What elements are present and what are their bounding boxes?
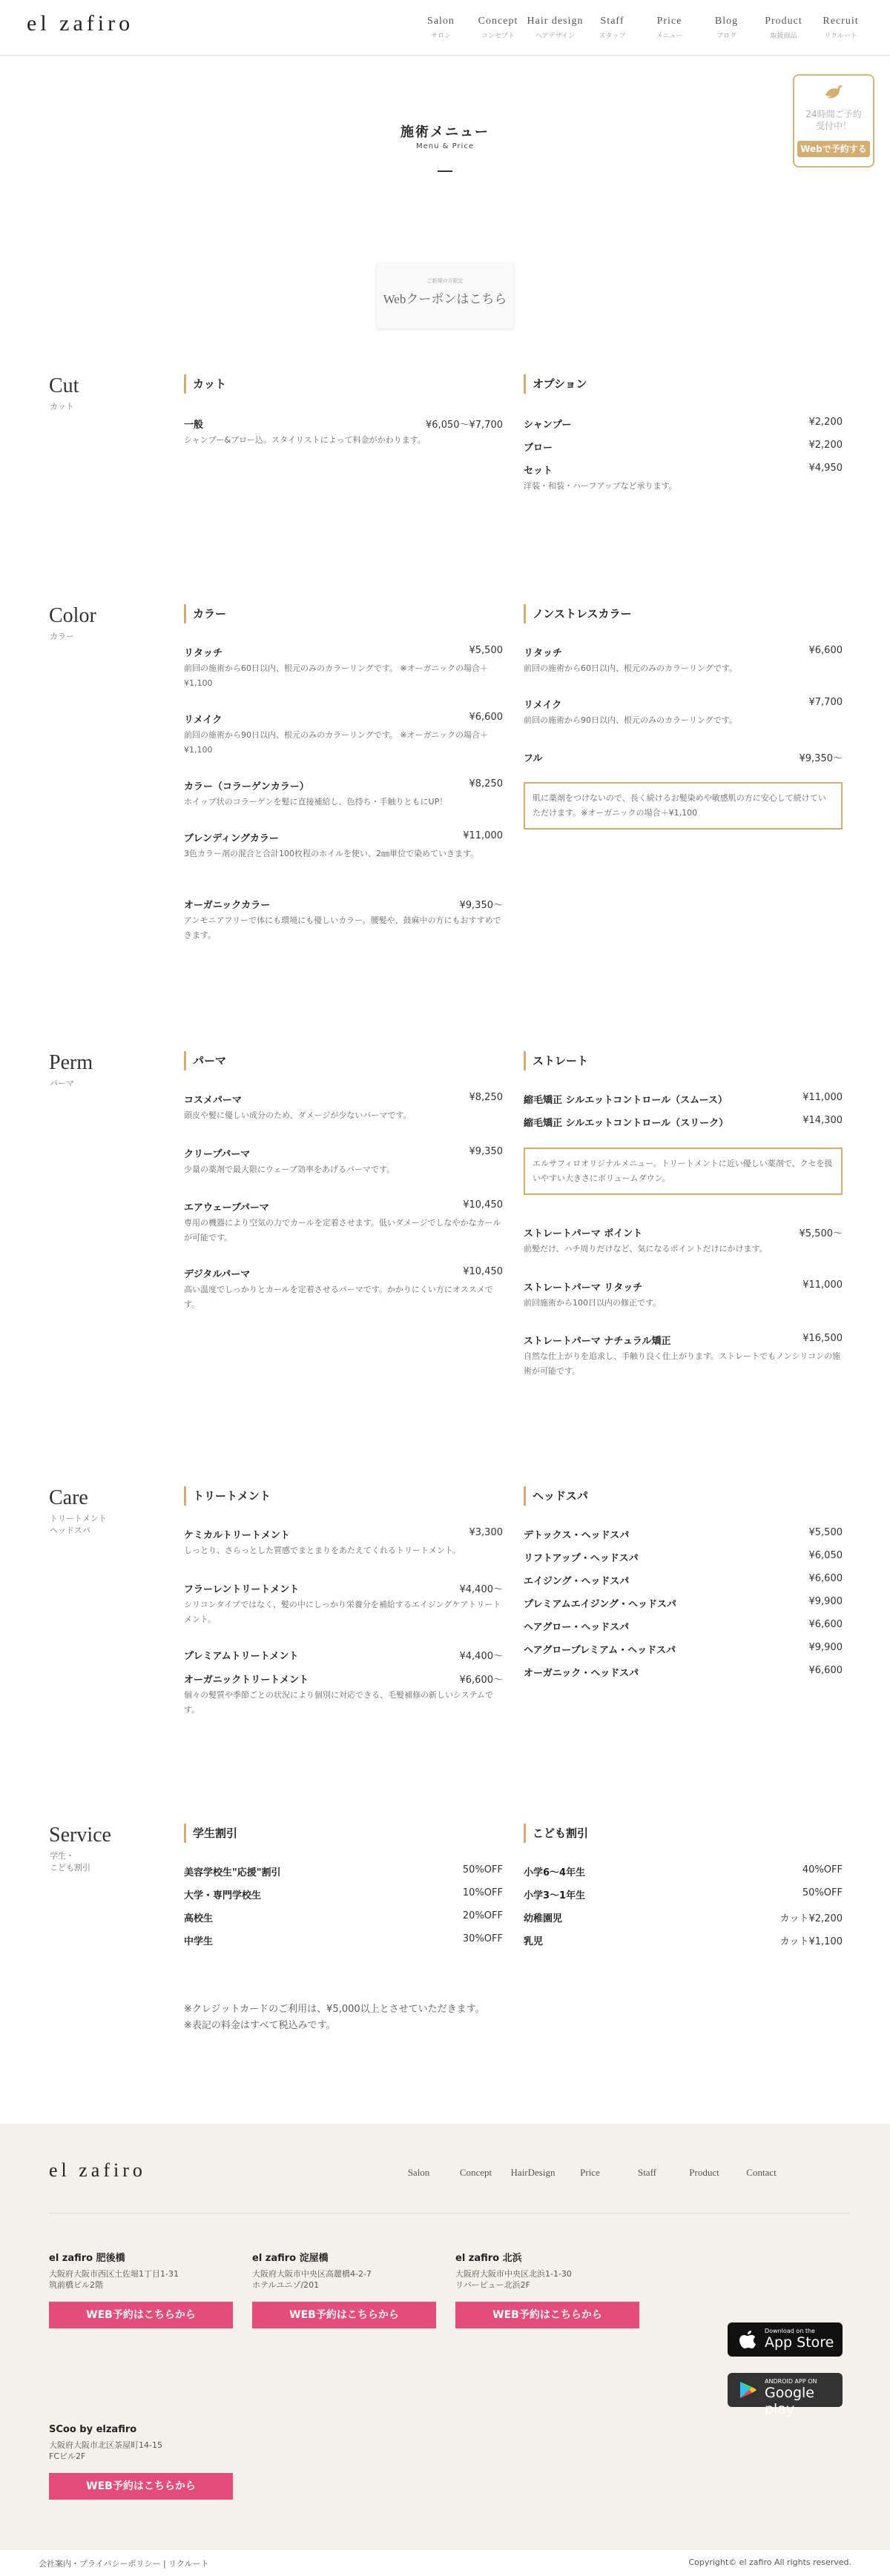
menu-item-name: ケミカルトリートメント xyxy=(184,1530,290,1541)
nav-staff[interactable] xyxy=(584,16,641,40)
menu-item-price: ¥4,950 xyxy=(808,463,843,474)
menu-item-name: ブロー xyxy=(524,443,553,454)
menu-item-name: 縮毛矯正 シルエットコントロール（スムース） xyxy=(524,1095,728,1106)
appstore-big-text: App Store xyxy=(765,2334,834,2351)
child-discount-column xyxy=(524,1824,843,1947)
menu-item-name: ヘアグロー・ヘッドスパ xyxy=(524,1622,630,1633)
menu-item-desc: 前回の施術から90日以内、根元のみのカラーリングです。 xyxy=(524,715,737,725)
menu-item-desc: 頭皮や髪に優しい成分のため、ダメージが少ないパーマです。 xyxy=(184,1110,412,1120)
menu-item-price: ¥4,400〜 xyxy=(459,1584,503,1595)
menu-item-name: セット xyxy=(524,466,553,477)
section-title-ja: カット xyxy=(50,402,74,411)
menu-item-name: エアウェーブパーマ xyxy=(184,1202,269,1213)
googleplay-big-text: Google play xyxy=(765,2385,815,2417)
nav-label-ja: リクルート xyxy=(824,33,857,40)
nav-recruit[interactable] xyxy=(812,16,869,40)
option-column xyxy=(524,374,843,491)
menu-item-name: ブレンディングカラー xyxy=(184,833,279,844)
footer-nav-staff[interactable]: Staff xyxy=(637,2167,657,2178)
footer-nav-contact[interactable]: Contact xyxy=(746,2167,777,2178)
nav-label-en: Staff xyxy=(600,16,624,27)
menu-item-name: 大学・専門学校生 xyxy=(184,1890,262,1901)
nav-label-en: Hair design xyxy=(527,16,584,27)
menu-item-price: ¥10,450 xyxy=(463,1199,503,1211)
shop-higobashi xyxy=(49,2250,234,2328)
bird-icon xyxy=(794,82,873,102)
coupon-label: Webクーポンはこちら xyxy=(383,292,507,306)
menu-item-name: リメイク xyxy=(524,700,562,711)
web-coupon-banner[interactable] xyxy=(377,263,513,328)
nav-label-en: Recruit xyxy=(823,16,859,27)
nav-salon[interactable] xyxy=(412,16,469,40)
menu-item-desc: 自然な仕上がりを追求し、手触り良く仕上がります。ストレートでもノンシリコンの施術が可能です。 xyxy=(524,1351,841,1376)
google-play-button[interactable] xyxy=(728,2373,843,2417)
menu-item-name: エイジング・ヘッドスパ xyxy=(524,1576,630,1587)
shop-kitahama xyxy=(455,2250,641,2328)
shop-address: 大阪府大阪市北区茶屋町14-15 FCビル2F xyxy=(49,2440,162,2461)
nav-hair-design[interactable] xyxy=(527,16,584,40)
menu-item-name: 乳児 xyxy=(524,1936,544,1947)
menu-item-name: リタッチ xyxy=(184,648,223,659)
menu-item-name: シャンプー xyxy=(524,420,572,431)
menu-item-price: カット¥1,100 xyxy=(779,1936,843,1947)
shop-address: 大阪府大阪市中央区高麗橋4-2-7 ホテルユニゾ/201 xyxy=(252,2269,372,2290)
nonstress-note-box: 肌に薬剤をつけないので、長く続けるお髪染めや敏感肌の方に安心して続けていただけます。※オーガニックの場合＋¥1,100 xyxy=(524,782,843,830)
googleplay-small-text: ANDROID APP ON xyxy=(765,2378,817,2385)
nav-label-ja: コンセプト xyxy=(481,33,515,40)
section-title-ja: カラー xyxy=(50,632,74,641)
menu-item-name: リタッチ xyxy=(524,648,563,659)
column-heading: ヘッドスパ xyxy=(524,1486,843,1506)
bottom-bar xyxy=(0,2550,890,2576)
menu-item-name: デトックス・ヘッドスパ xyxy=(524,1530,630,1541)
menu-item-price: ¥11,000 xyxy=(802,1279,843,1291)
menu-item-desc: しっとり、さらっとした質感でまとまりをあたえてくれるトリートメント。 xyxy=(184,1546,461,1555)
color-column xyxy=(184,604,503,940)
menu-item-desc: 前回の施術から60日以内、根元のみのカラーリングです。 ※オーガニックの場合＋¥1,100 xyxy=(184,663,488,688)
menu-item-price: 50%OFF xyxy=(802,1887,843,1898)
menu-item-price: ¥14,300 xyxy=(802,1115,843,1126)
nav-label-ja: 取扱商品 xyxy=(770,33,797,40)
nonstress-color-column xyxy=(524,604,843,818)
column-heading: パーマ xyxy=(184,1051,503,1070)
menu-item-name: プレミアムトリートメント xyxy=(184,1651,299,1662)
menu-item-price: 50%OFF xyxy=(462,1864,503,1875)
menu-item-desc: シャンプー&ブロー込。スタイリストによって料金がかわります。 xyxy=(184,435,426,445)
menu-item-price: ¥6,050 xyxy=(808,1550,843,1561)
menu-item-name: ヘアグロープレミアム・ヘッドスパ xyxy=(524,1645,676,1656)
nav-blog[interactable] xyxy=(698,16,755,40)
menu-item-desc: 個々の髪質や季節ごとの状況により個別に対応できる、毛髪補修の新しいシステムです。 xyxy=(184,1690,493,1715)
menu-item-name: オーガニックトリートメント xyxy=(184,1675,309,1686)
shop-reserve-button[interactable]: WEB予約はこちらから xyxy=(455,2302,639,2328)
shop-yodoyabashi xyxy=(252,2250,438,2328)
menu-item-desc: 前回の施術から90日以内、根元のみのカラーリングです。 ※オーガニックの場合＋¥1,100 xyxy=(184,730,488,755)
page-title: 施術メニュー xyxy=(400,125,490,140)
menu-item-price: ¥9,350 xyxy=(469,1146,503,1157)
nav-label-ja: メニュー xyxy=(656,33,683,40)
section-title-en: Cut xyxy=(49,374,79,397)
reserve-line1: 24時間ご予約 xyxy=(805,109,862,119)
column-heading: オプション xyxy=(524,374,843,394)
menu-item-desc: アンモニアフリーで体にも環境にも優しいカラー。腰髪や、鼓麻中の方にもおすすめできます。 xyxy=(184,915,501,940)
section-title-ja: トリートメント ヘッドスパ xyxy=(50,1514,107,1535)
menu-item-price: ¥2,200 xyxy=(808,440,843,451)
nav-label-ja: ヘアデザイン xyxy=(535,33,576,40)
menu-item-name: 縮毛矯正 シルエットコントロール（スリーク） xyxy=(524,1118,729,1129)
menu-item-name: デジタルパーマ xyxy=(184,1269,251,1280)
shop-name: SCoo by elzafiro xyxy=(49,2424,137,2435)
menu-item-price: ¥6,600 xyxy=(808,1619,843,1630)
column-heading: ノンストレスカラー xyxy=(524,604,843,623)
headspa-column xyxy=(524,1486,843,1679)
column-heading: トリートメント xyxy=(184,1486,503,1506)
menu-item-name: コスメパーマ xyxy=(184,1095,242,1106)
menu-item-name: 美容学校生"応援"割引 xyxy=(184,1867,281,1878)
web-reserve-label: Webで予約する xyxy=(797,141,870,157)
menu-item-price: ¥6,600 xyxy=(808,1573,843,1584)
menu-item-price: 20%OFF xyxy=(462,1910,503,1921)
menu-item-price: ¥8,250 xyxy=(469,778,503,789)
shop-name: el zafiro 北浜 xyxy=(455,2253,522,2264)
menu-item-name: 高校生 xyxy=(184,1913,214,1924)
menu-item-desc: 洋装・和装・ハーフアップなど承ります。 xyxy=(524,481,677,491)
coupon-small-text: ご新規の方限定 xyxy=(426,278,464,284)
footer-nav-price[interactable]: Price xyxy=(580,2167,600,2178)
column-heading: カット xyxy=(184,374,503,394)
copyright: Copyright© el zafiro All rights reserved. xyxy=(688,2557,851,2567)
menu-item-desc: シリコンタイプではなく、髪の中にしっかり栄養分を補給するエイジングケアトリートメント。 xyxy=(184,1600,501,1624)
column-heading: こども割引 xyxy=(524,1824,843,1843)
footer-nav-concept[interactable]: Concept xyxy=(459,2167,492,2178)
section-title-ja: パーマ xyxy=(50,1079,74,1088)
menu-item-name: ストレートパーマ ナチュラル矯正 xyxy=(524,1336,671,1347)
nav-label-en: Price xyxy=(656,16,682,27)
menu-item-price: ¥6,600〜 xyxy=(459,1675,503,1686)
menu-item-price: ¥5,500 xyxy=(808,1527,843,1538)
nav-label-en: Salon xyxy=(427,16,455,27)
menu-item-desc: 専用の機器により空気の力でカールを定着させます。低いダメージでしなやかなカールが可能です。 xyxy=(184,1218,501,1242)
menu-item-price: ¥9,350〜 xyxy=(799,753,843,764)
menu-item-price: ¥11,000 xyxy=(463,830,503,841)
nav-label-ja: スタッフ xyxy=(599,33,626,40)
section-title-en: Color xyxy=(49,604,96,627)
shop-address: 大阪府大阪市中央区北浜1-1-30 リバーピュー北浜2F xyxy=(455,2269,572,2290)
nav-price[interactable] xyxy=(641,16,698,40)
menu-item-price: ¥11,000 xyxy=(802,1092,843,1103)
menu-item-name: オーガニックカラー xyxy=(184,900,271,911)
menu-item-name: 幼稚園児 xyxy=(524,1913,563,1924)
reserve-line2: 受付中！ xyxy=(815,121,851,131)
shop-reserve-button[interactable]: WEB予約はこちらから xyxy=(49,2473,233,2500)
menu-item-price: 10%OFF xyxy=(462,1887,503,1898)
menu-item-price: ¥6,600 xyxy=(808,645,843,656)
menu-item-name: ストレートパーマ ポイント xyxy=(524,1228,643,1239)
perm-column xyxy=(184,1051,503,1309)
menu-item-name: 一般 xyxy=(184,420,204,431)
site-footer xyxy=(0,2124,890,2576)
site-header xyxy=(0,0,890,56)
menu-item-name: フラーレントリートメント xyxy=(184,1584,300,1595)
menu-item-price: ¥5,500 xyxy=(469,645,503,656)
menu-item-desc: 少量の薬剤で最大限にウェーブ効率をあげるパーマです。 xyxy=(184,1165,395,1174)
menu-item-price: 30%OFF xyxy=(462,1933,503,1944)
column-heading: カラー xyxy=(184,604,503,623)
main-nav xyxy=(412,16,869,40)
section-title-en: Perm xyxy=(49,1051,93,1074)
shop-reserve-button[interactable]: WEB予約はこちらから xyxy=(252,2302,436,2328)
footer-nav xyxy=(390,2167,790,2179)
menu-item-name: プレミアムエイジング・ヘッドスパ xyxy=(524,1599,676,1610)
shop-address: 大阪府大阪市西区土佐堀1丁目1-31 筑前橋ビル2階 xyxy=(49,2269,179,2290)
section-title-en: Care xyxy=(49,1486,88,1509)
column-heading: 学生割引 xyxy=(184,1824,503,1843)
menu-item-desc: 前髪だけ、ハチ周りだけなど、気になるポイントだけにかけます。 xyxy=(524,1244,768,1254)
appstore-small-text: Download on the xyxy=(765,2328,815,2334)
section-title-ja: 学生・ こども割引 xyxy=(50,1851,90,1873)
footer-logo[interactable]: el zafiro xyxy=(49,2159,146,2181)
menu-item-price: ¥5,500〜 xyxy=(799,1228,843,1239)
shop-name: el zafiro 淀屋橋 xyxy=(252,2253,329,2264)
menu-item-price: ¥8,250 xyxy=(469,1092,503,1103)
menu-item-price: ¥2,200 xyxy=(808,417,843,428)
footer-nav-salon[interactable]: Salon xyxy=(407,2167,430,2178)
menu-item-desc: 前回施術から100日以内の修正です。 xyxy=(524,1298,662,1308)
menu-item-price: ¥6,600 xyxy=(808,1665,843,1676)
nav-label-ja: サロン xyxy=(430,33,451,40)
menu-item-name: オーガニック・ヘッドスパ xyxy=(524,1668,639,1679)
apple-icon xyxy=(738,2329,757,2353)
menu-item-desc: 前回の施術から60日以内、根元のみのカラーリングです。 xyxy=(524,663,737,673)
menu-item-name: リフトアップ・ヘッドスパ xyxy=(524,1553,639,1564)
menu-item-desc: ホイップ状のコラーゲンを髪に直接補給し、色持ち・手触りともにUP！ xyxy=(184,797,448,807)
shop-scoo xyxy=(49,2424,234,2500)
straight-column xyxy=(524,1051,843,1376)
floating-reserve-button[interactable] xyxy=(793,74,874,168)
page-subtitle: Menu & Price xyxy=(415,142,474,150)
menu-item-price: ¥6,050〜¥7,700 xyxy=(426,420,503,431)
menu-item-price: ¥4,400〜 xyxy=(459,1651,503,1662)
menu-item-name: カラー（コラーゲンカラー） xyxy=(184,781,309,792)
menu-item-name: 小学6〜4年生 xyxy=(524,1867,586,1878)
bottom-links[interactable]: 会社案内・プライバシーポリシー | リクルート xyxy=(39,2559,209,2569)
menu-item-name: リメイク xyxy=(184,715,222,726)
menu-item-name: 中学生 xyxy=(184,1936,214,1947)
menu-item-price: ¥10,450 xyxy=(463,1266,503,1277)
student-discount-column xyxy=(184,1824,503,1947)
menu-item-price: ¥3,300 xyxy=(469,1527,503,1538)
price-footnotes xyxy=(184,2001,485,2034)
menu-item-price: ¥7,700 xyxy=(808,697,843,708)
nav-concept[interactable] xyxy=(469,16,527,40)
site-logo[interactable]: el zafiro xyxy=(27,11,134,36)
menu-item-price: ¥9,900 xyxy=(808,1642,843,1653)
section-title-en: Service xyxy=(49,1824,111,1847)
menu-item-name: 小学3〜1年生 xyxy=(524,1890,586,1901)
footer-nav-hairdesign[interactable]: HairDesign xyxy=(510,2167,556,2178)
menu-item-price: 40%OFF xyxy=(802,1864,843,1875)
menu-item-price: ¥9,900 xyxy=(808,1596,843,1607)
cut-column xyxy=(184,374,503,445)
menu-item-name: ストレートパーマ リタッチ xyxy=(524,1282,643,1294)
app-store-button[interactable] xyxy=(728,2322,843,2357)
menu-item-price: ¥16,500 xyxy=(802,1333,843,1344)
menu-item-name: フル xyxy=(524,753,543,764)
treatment-column xyxy=(184,1486,503,1715)
nav-label-en: Product xyxy=(765,16,802,27)
footnote-line: ※クレジットカードのご利用は、¥5,000以上とさせていただきます。 xyxy=(184,2004,485,2015)
menu-item-desc: 高い温度でしっかりとカールを定着させるパーマです。かかりにくい方にオススメです。 xyxy=(184,1285,493,1309)
footer-nav-product[interactable]: Product xyxy=(689,2167,719,2178)
shop-name: el zafiro 肥後橋 xyxy=(49,2253,125,2264)
footnote-line: ※表記の料金はすべて税込みです。 xyxy=(184,2020,336,2031)
menu-item-desc: 3色カラー剤の混合と合計100枚程のホイルを使い、2㎜単位で染めていきます。 xyxy=(184,849,479,858)
menu-item-name: クリープパーマ xyxy=(184,1149,251,1160)
menu-item-price: ¥6,600 xyxy=(469,712,503,723)
straight-note-box: エルサフィロオリジナルメニュー。トリートメントに近い優しい薬剤で、クセを扱いやすい大きさにボリュームダウン。 xyxy=(524,1148,843,1195)
title-divider xyxy=(438,170,452,172)
shop-reserve-button[interactable]: WEB予約はこちらから xyxy=(49,2302,233,2328)
google-play-icon xyxy=(738,2380,757,2403)
nav-label-en: Blog xyxy=(714,16,739,27)
menu-item-price: カット¥2,200 xyxy=(779,1913,843,1924)
column-heading: ストレート xyxy=(524,1051,843,1070)
nav-label-ja: ブログ xyxy=(716,33,736,40)
nav-product[interactable] xyxy=(755,16,812,40)
nav-label-en: Concept xyxy=(478,16,518,27)
menu-item-price: ¥9,350〜 xyxy=(459,900,503,911)
footer-divider xyxy=(49,2213,850,2214)
